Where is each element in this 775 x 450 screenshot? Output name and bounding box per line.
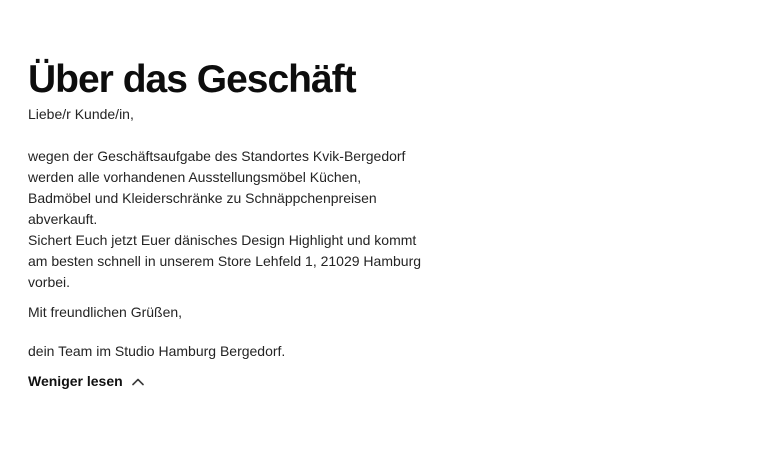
body-line: abverkauft. — [28, 211, 98, 227]
salutation-text: Liebe/r Kunde/in, — [28, 106, 134, 122]
read-less-button[interactable] — [28, 371, 144, 392]
read-less-label: Weniger lesen — [28, 373, 123, 389]
body-line: Sichert Euch jetzt Euer dänisches Design Highlight und kommt — [28, 232, 417, 248]
page-title: Über das Geschäft — [28, 58, 356, 101]
body-paragraph — [28, 146, 735, 293]
signature-text: dein Team im Studio Hamburg Bergedorf. — [28, 343, 286, 359]
chevron-up-icon — [132, 378, 144, 386]
body-line: wegen der Geschäftsaufgabe des Standortes Kvik-Bergedorf — [28, 148, 406, 164]
body-line: am besten schnell in unserem Store Lehfeld 1, 21029 Hamburg — [28, 253, 422, 269]
body-line: werden alle vorhandenen Ausstellungsmöbel Küchen, — [28, 169, 362, 185]
closing-text: Mit freundlichen Grüßen, — [28, 304, 183, 320]
body-line: Badmöbel und Kleiderschränke zu Schnäppchenpreisen — [28, 190, 377, 206]
body-line: vorbei. — [28, 274, 71, 290]
